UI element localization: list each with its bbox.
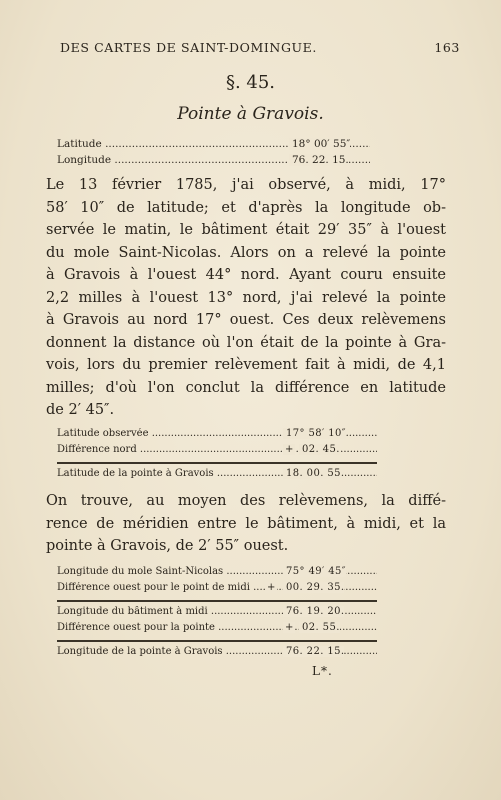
- sum-rule: [57, 462, 377, 464]
- text-line: On trouve, au moyen des relèvemens, la diffé-: [46, 493, 446, 509]
- calc-result-row: [57, 468, 377, 484]
- plus-sign: +: [267, 582, 276, 593]
- calc-label: Longitude du bâtiment à midi .....: [57, 606, 377, 617]
- calc-label: Différence nord .....: [57, 444, 377, 455]
- calc-value: 17° 58′ 10″: [283, 428, 346, 439]
- running-head: [60, 40, 460, 55]
- longitude-calculation: [57, 566, 377, 662]
- section-title: Pointe à Gravois.: [177, 104, 324, 124]
- sum-rule: [57, 640, 377, 642]
- calc-value: 75° 49′ 45″: [283, 566, 346, 577]
- calc-value: 76. 22. 15.: [283, 646, 344, 657]
- latitude-value: 18° 00′ 55″: [289, 138, 350, 150]
- calc-value: 02. 55.: [299, 622, 340, 633]
- text-line: de 2′ 45″.: [46, 402, 115, 418]
- calc-row: [57, 428, 377, 444]
- text-line: milles; d'où l'on conclut la différence en latitude: [46, 379, 446, 396]
- page-number: 163: [434, 40, 460, 55]
- text-line: 58′ 10″ de latitude; et d'après la longitude ob-: [46, 199, 446, 216]
- calc-value: 02. 45.: [299, 444, 340, 455]
- paragraph-observation: [46, 174, 446, 422]
- plus-sign: +: [285, 622, 294, 633]
- calc-value: 76. 19. 20.: [283, 606, 344, 617]
- calc-value: 18. 00. 55.: [283, 468, 344, 479]
- calc-row: [57, 622, 377, 638]
- calc-label: Longitude de la pointe à Gravois .....: [57, 646, 377, 657]
- longitude-value: 76. 22. 15.: [289, 154, 349, 166]
- text-line: vois, lors du premier relèvement fait à midi, de 4,1: [46, 357, 446, 373]
- author-signature: L*.: [312, 664, 333, 678]
- sum-rule: [57, 600, 377, 602]
- latitude-label: Latitude .....: [57, 138, 370, 150]
- text-line: pointe à Gravois, de 2′ 55″ ouest.: [46, 538, 289, 554]
- calc-label: Latitude observée .....: [57, 428, 377, 439]
- text-line: à Gravois à l'ouest 44° nord. Ayant couru ensuite: [46, 267, 446, 283]
- text-line: du mole Saint-Nicolas. Alors on a relevé la pointe: [46, 244, 446, 261]
- calc-label: Longitude du mole Saint-Nicolas .....: [57, 566, 377, 577]
- calc-row: [57, 444, 377, 460]
- text-line: 2,2 milles à l'ouest 13° nord, j'ai relevé la pointe: [46, 289, 446, 306]
- section-number: §. 45.: [225, 72, 276, 93]
- plus-sign: +: [285, 444, 294, 455]
- running-head-title: DES CARTES DE SAINT-DOMINGUE.: [60, 40, 317, 55]
- text-line: donnent la distance où l'on était de la pointe à Gra-: [46, 334, 446, 351]
- latitude-row: [57, 138, 370, 150]
- calc-result-row: [57, 646, 377, 662]
- paragraph-meridian: [46, 490, 446, 558]
- text-line: servée le matin, le bâtiment était 29′ 35″ à l'ouest: [46, 222, 446, 238]
- text-line: Le 13 février 1785, j'ai observé, à midi, 17°: [46, 177, 446, 193]
- calc-label: Différence ouest pour la pointe .....: [57, 622, 377, 633]
- latitude-calculation: [57, 428, 377, 484]
- calc-label: Différence ouest pour le point de midi .....: [57, 582, 377, 593]
- text-line: rence de méridien entre le bâtiment, à midi, et la: [46, 515, 446, 532]
- longitude-label: Longitude .....: [57, 154, 370, 166]
- calc-value: 00. 29. 35.: [283, 582, 344, 593]
- calc-row: [57, 582, 377, 598]
- calc-row: [57, 606, 377, 622]
- calc-row: [57, 566, 377, 582]
- calc-label: Latitude de la pointe à Gravois .....: [57, 468, 377, 479]
- text-line: à Gravois au nord 17° ouest. Ces deux relèvemens: [46, 312, 446, 328]
- longitude-row: [57, 154, 370, 166]
